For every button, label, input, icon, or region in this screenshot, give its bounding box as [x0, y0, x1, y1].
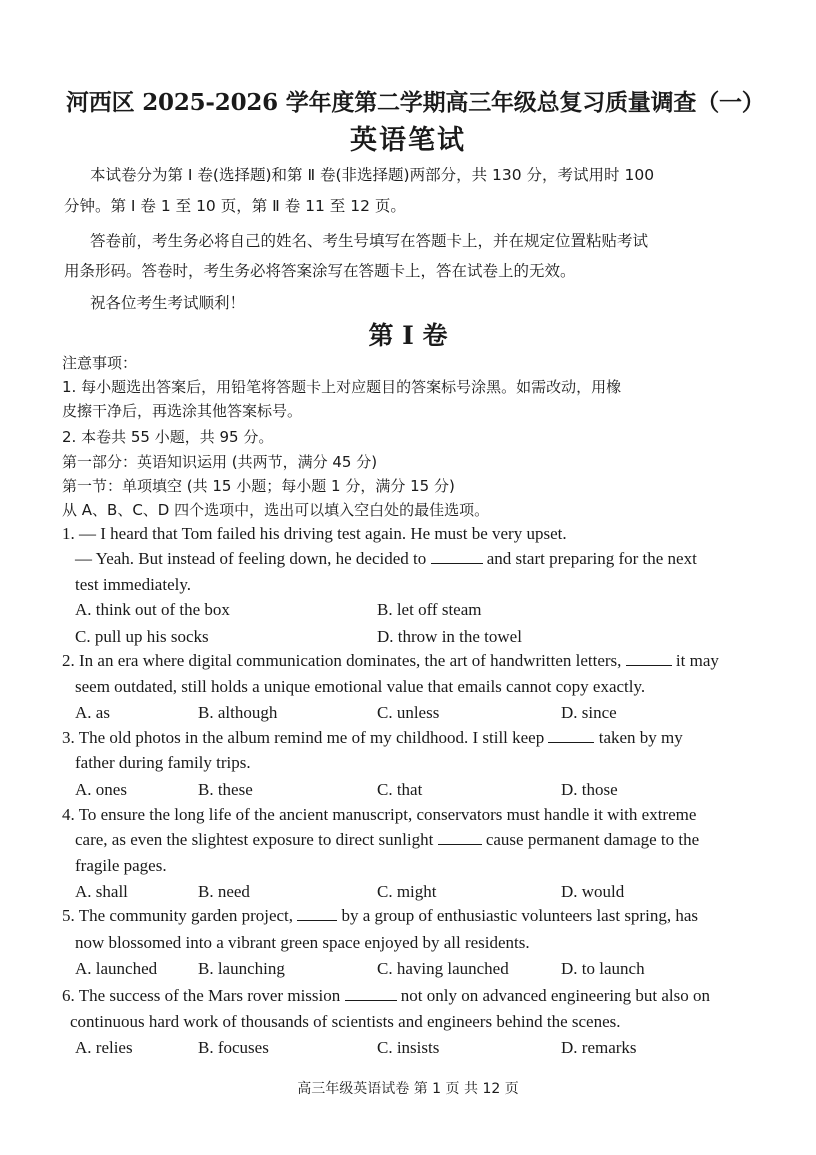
answer-blank — [297, 906, 337, 921]
question-2-stem: seem outdated, still holds a unique emotional value that emails cannot copy exactly. — [75, 677, 646, 696]
question-6-stem: continuous hard work of thousands of scientists and engineers behind the scenes. — [70, 1012, 621, 1031]
question-3-option-d: D. those — [561, 780, 618, 799]
question-1-option-b: B. let off steam — [377, 600, 482, 619]
answer-blank — [438, 830, 482, 845]
question-4-option-b: B. need — [198, 882, 250, 901]
section-heading: 第一节：单项填空 (共 15 小题；每小题 1 分，满分 15 分) — [62, 477, 455, 495]
exam-subtitle: 英语笔试 — [350, 125, 466, 156]
question-5-option-c: C. having launched — [377, 959, 509, 978]
answer-blank — [548, 728, 594, 743]
question-3-stem: 3. The old photos in the album remind me of my childhood. I still keep taken by my — [62, 728, 683, 747]
question-5-stem: 5. The community garden project, by a group of enthusiastic volunteers last spring, has — [62, 906, 698, 925]
question-1-stem: 1. — I heard that Tom failed his driving test again. He must be very upset. — [62, 524, 567, 543]
question-4-stem: care, as even the slightest exposure to direct sunlight cause permanent damage to the — [75, 830, 700, 849]
notes-heading: 注意事项： — [62, 354, 138, 372]
question-1-stem: — Yeah. But instead of feeling down, he decided to and start preparing for the next — [75, 549, 697, 568]
question-6-stem: 6. The success of the Mars rover mission not only on advanced engineering but also on — [62, 986, 710, 1005]
question-2-option-d: D. since — [561, 703, 617, 722]
intro-line: 用条形码。答卷时，考生务必将答案涂写在答题卡上，答在试卷上的无效。 — [64, 262, 576, 280]
intro-line: 本试卷分为第 Ⅰ 卷(选择题)和第 Ⅱ 卷(非选择题)两部分，共 130 分，考试用时 100 — [90, 166, 655, 184]
part-heading: 第一部分：英语知识运用 (共两节，满分 45 分) — [62, 453, 378, 471]
note-item: 皮擦干净后，再选涂其他答案标号。 — [62, 402, 303, 420]
note-item: 1. 每小题选出答案后，用铅笔将答题卡上对应题目的答案标号涂黑。如需改动，用橡 — [62, 378, 622, 396]
volume-title: 第 I 卷 — [368, 321, 448, 350]
note-item: 2. 本卷共 55 小题，共 95 分。 — [62, 428, 274, 446]
question-5-option-b: B. launching — [198, 959, 285, 978]
question-5-option-d: D. to launch — [561, 959, 645, 978]
question-1-option-a: A. think out of the box — [75, 600, 230, 619]
question-4-option-a: A. shall — [75, 882, 128, 901]
question-3-option-c: C. that — [377, 780, 423, 799]
question-1-stem: test immediately. — [75, 575, 191, 594]
question-4-option-d: D. would — [561, 882, 625, 901]
question-1-option-c: C. pull up his socks — [75, 627, 209, 646]
intro-line: 答卷前，考生务必将自己的姓名、考生号填写在答题卡上，并在规定位置粘贴考试 — [90, 232, 649, 250]
question-6-option-c: C. insists — [377, 1038, 440, 1057]
question-4-option-c: C. might — [377, 882, 437, 901]
question-5-option-a: A. launched — [75, 959, 158, 978]
question-6-option-b: B. focuses — [198, 1038, 269, 1057]
question-3-stem: father during family trips. — [75, 753, 251, 772]
answer-blank — [345, 986, 397, 1001]
question-3-option-a: A. ones — [75, 780, 127, 799]
question-4-stem: fragile pages. — [75, 856, 167, 875]
question-3-option-b: B. these — [198, 780, 253, 799]
page-footer: 高三年级英语试卷 第 1 页 共 12 页 — [297, 1081, 519, 1097]
question-2-option-c: C. unless — [377, 703, 440, 722]
question-6-option-a: A. relies — [75, 1038, 133, 1057]
answer-blank — [431, 549, 483, 564]
exam-title: 河西区 2025-2026 学年度第二学期高三年级总复习质量调查（一） — [66, 89, 765, 116]
question-4-stem: 4. To ensure the long life of the ancient manuscript, conservators must handle it with extreme — [62, 805, 697, 824]
intro-line: 分钟。第 Ⅰ 卷 1 至 10 页，第 Ⅱ 卷 11 至 12 页。 — [64, 197, 406, 215]
question-2-option-b: B. although — [198, 703, 278, 722]
answer-blank — [626, 651, 672, 666]
question-2-stem: 2. In an era where digital communication dominates, the art of handwritten letters, it may — [62, 651, 719, 670]
intro-greeting: 祝各位考生考试顺利！ — [90, 294, 246, 312]
question-6-option-d: D. remarks — [561, 1038, 637, 1057]
question-5-stem: now blossomed into a vibrant green space enjoyed by all residents. — [75, 933, 530, 952]
section-instruction: 从 A、B、C、D 四个选项中，选出可以填入空白处的最佳选项。 — [62, 501, 490, 519]
question-2-option-a: A. as — [75, 703, 110, 722]
question-1-option-d: D. throw in the towel — [377, 627, 522, 646]
